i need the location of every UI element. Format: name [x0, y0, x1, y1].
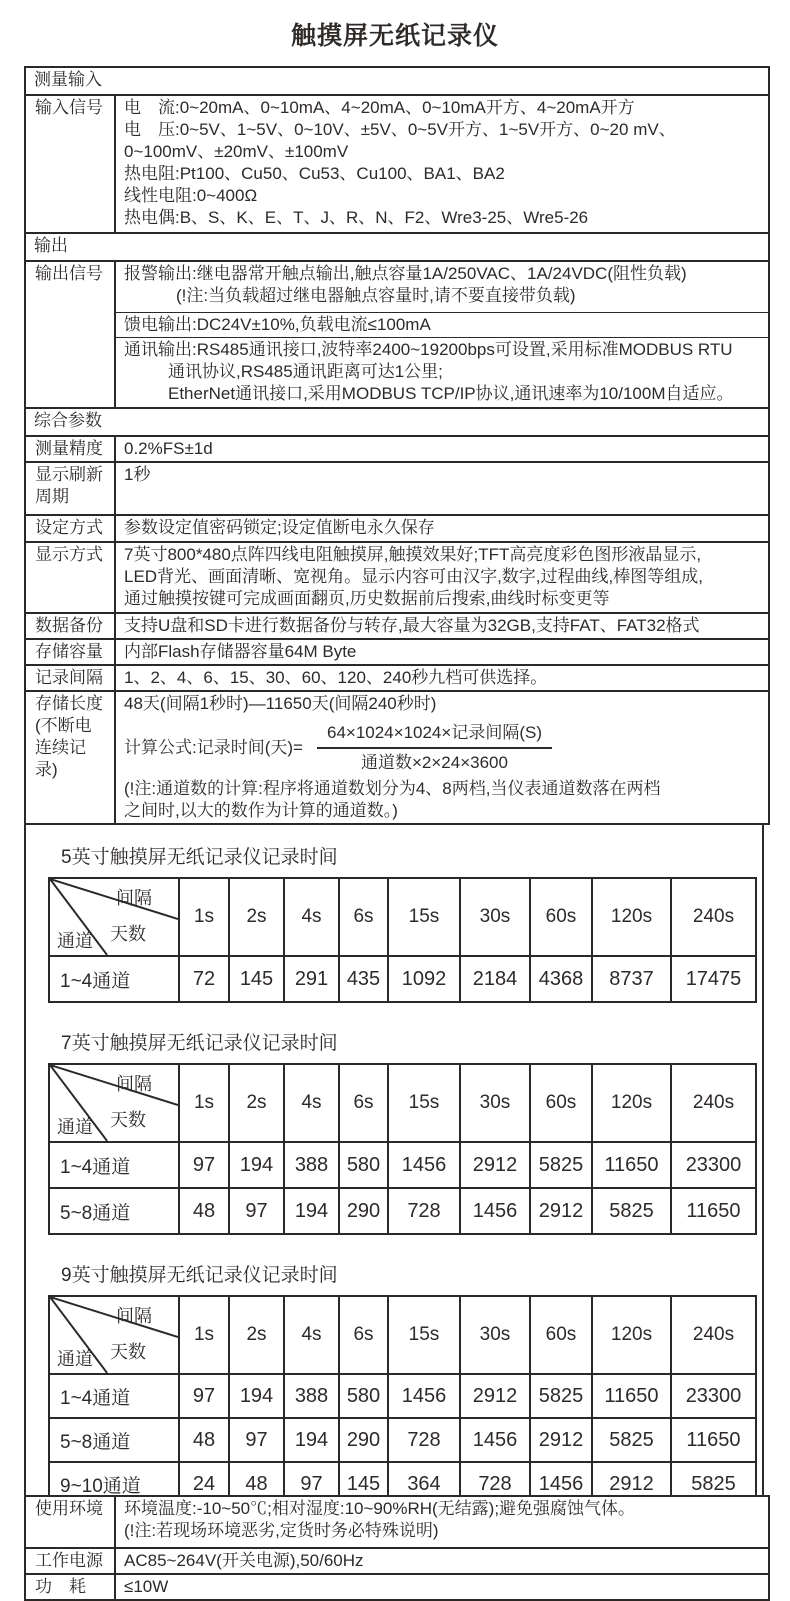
spec-table [24, 66, 770, 825]
row-general-header [25, 408, 769, 436]
input-signal-line: 热电偶:B、S、K、E、T、J、R、N、F2、Wre3-25、Wre5-26 [124, 208, 589, 227]
corner-days-label: 天数 [110, 1110, 146, 1130]
record-value-cell: 97 [179, 1142, 229, 1188]
row-power [25, 1548, 769, 1574]
record-value-cell: 11650 [592, 1374, 671, 1418]
record-value-cell: 4368 [530, 956, 592, 1002]
record-value-cell: 580 [339, 1142, 388, 1188]
backup-label: 数据备份 [25, 613, 115, 639]
record-value-cell: 388 [284, 1374, 339, 1418]
channel-label-cell: 5~8通道 [49, 1418, 179, 1462]
display-content [115, 542, 769, 613]
interval-header-cell: 30s [460, 1296, 530, 1374]
row-input-signal [25, 95, 769, 233]
alarm-output-note: (!注:当负载超过继电器触点容量时,请不要直接带负载) [176, 286, 576, 305]
corner-cell [49, 1064, 179, 1142]
corner-days-label: 天数 [110, 924, 146, 944]
record-value-cell: 290 [339, 1418, 388, 1462]
interval-header-cell: 120s [592, 1296, 671, 1374]
interval-header-cell: 240s [671, 878, 756, 956]
record-value-cell: 97 [229, 1188, 284, 1234]
row-storage-length [25, 691, 769, 824]
channel-label-cell: 1~4通道 [49, 956, 179, 1002]
record-value-cell: 97 [229, 1418, 284, 1462]
record-value-cell: 5825 [592, 1418, 671, 1462]
record-value-cell: 291 [284, 956, 339, 1002]
backup-value: 支持U盘和SD卡进行数据备份与转存,最大容量为32GB,支持FAT、FAT32格式 [115, 613, 769, 639]
interval-label: 记录间隔 [25, 665, 115, 691]
record-value-cell: 194 [229, 1374, 284, 1418]
record-value-cell: 24 [179, 1462, 229, 1495]
interval-header-cell: 1s [179, 1296, 229, 1374]
record-value-cell: 435 [339, 956, 388, 1002]
interval-header-cell: 2s [229, 1296, 284, 1374]
record-value-cell: 728 [460, 1462, 530, 1495]
record-data-row [49, 1462, 756, 1495]
channel-label-cell: 5~8通道 [49, 1188, 179, 1234]
record-value-cell: 728 [388, 1188, 460, 1234]
record-data-row [49, 1188, 756, 1234]
consumption-label: 功 耗 [25, 1574, 115, 1600]
record-tables-box [24, 825, 764, 1495]
input-signal-line: 热电阻:Pt100、Cu50、Cu53、Cu100、BA1、BA2 [124, 164, 505, 183]
output-signal-label: 输出信号 [25, 261, 115, 408]
record-value-cell: 72 [179, 956, 229, 1002]
interval-header-cell: 6s [339, 878, 388, 956]
record-value-cell: 1456 [530, 1462, 592, 1495]
corner-channel-label: 通道 [57, 1349, 93, 1369]
record-value-cell: 5825 [671, 1462, 756, 1495]
page-title: 触摸屏无纸记录仪 [290, 22, 499, 50]
record-data-row [49, 1418, 756, 1462]
interval-header-cell: 120s [592, 1064, 671, 1142]
storage-length-content [115, 691, 769, 824]
row-display [25, 542, 769, 613]
interval-header-cell: 120s [592, 878, 671, 956]
power-label: 工作电源 [25, 1548, 115, 1574]
record-value-cell: 48 [179, 1188, 229, 1234]
formula-prefix: 计算公式:记录时间(天)= [124, 738, 303, 757]
row-capacity [25, 639, 769, 665]
channel-label-cell: 1~4通道 [49, 1142, 179, 1188]
record-value-cell: 290 [339, 1188, 388, 1234]
interval-header-cell: 6s [339, 1296, 388, 1374]
interval-header-cell: 2s [229, 1064, 284, 1142]
interval-header-cell: 1s [179, 878, 229, 956]
storage-range-line: 48天(间隔1秒时)—11650天(间隔240秒时) [124, 694, 437, 713]
row-setting [25, 515, 769, 542]
record-value-cell: 364 [388, 1462, 460, 1495]
row-environment [25, 1496, 769, 1548]
record-header-row [49, 1296, 756, 1374]
environment-line: 环境温度:-10~50℃;相对湿度:10~90%RH(无结露);避免强腐蚀气体。 [124, 1499, 636, 1518]
row-output-signal-feed [25, 313, 769, 338]
row-consumption [25, 1574, 769, 1600]
record-value-cell: 97 [284, 1462, 339, 1495]
record-value-cell: 2912 [460, 1142, 530, 1188]
row-output-signal-alarm [25, 261, 769, 313]
capacity-value: 内部Flash存储器容量64M Byte [115, 639, 769, 665]
refresh-label: 显示刷新 周期 [25, 462, 115, 515]
accuracy-value: 0.2%FS±1d [115, 436, 769, 462]
storage-note-line: (!注:通道数的计算:程序将通道数划分为4、8两档,当仪表通道数落在两档 [124, 779, 661, 798]
record-value-cell: 5825 [530, 1142, 592, 1188]
formula-denominator: 通道数×2×24×3600 [361, 753, 508, 772]
row-output-header [25, 233, 769, 261]
interval-header-cell: 2s [229, 878, 284, 956]
power-value: AC85~264V(开关电源),50/60Hz [115, 1548, 769, 1574]
record-value-cell: 48 [229, 1462, 284, 1495]
record-data-row [49, 1142, 756, 1188]
record-value-cell: 2912 [530, 1188, 592, 1234]
record-data-row [49, 1374, 756, 1418]
interval-header-cell: 15s [388, 1296, 460, 1374]
input-signal-label: 输入信号 [25, 95, 115, 233]
section-header-output: 输出 [25, 233, 769, 261]
record-table-title-9inch: 9英寸触摸屏无纸记录仪记录时间 [61, 1265, 338, 1286]
interval-header-cell: 15s [388, 878, 460, 956]
record-value-cell: 1456 [460, 1418, 530, 1462]
interval-header-cell: 4s [284, 1296, 339, 1374]
storage-note-line: 之间时,以大的数作为计算的通道数。) [124, 801, 398, 820]
record-value-cell: 728 [388, 1418, 460, 1462]
row-measure-input-header [25, 67, 769, 95]
environment-note: (!注:若现场环境恶劣,定货时务必特殊说明) [124, 1521, 439, 1540]
record-value-cell: 1456 [460, 1188, 530, 1234]
corner-days-label: 天数 [110, 1342, 146, 1362]
environment-content [115, 1496, 769, 1548]
alarm-output-content [115, 261, 769, 313]
input-signal-line: 0~100mV、±20mV、±100mV [124, 142, 349, 161]
corner-cell [49, 1296, 179, 1374]
input-signal-content [115, 95, 769, 233]
setting-value: 参数设定值密码锁定;设定值断电永久保存 [115, 515, 769, 542]
record-table-9inch [48, 1295, 757, 1495]
corner-interval-label: 间隔 [116, 1306, 152, 1326]
record-value-cell: 11650 [671, 1188, 756, 1234]
record-value-cell: 145 [339, 1462, 388, 1495]
record-value-cell: 388 [284, 1142, 339, 1188]
record-value-cell: 5825 [530, 1374, 592, 1418]
channel-label-cell: 1~4通道 [49, 1374, 179, 1418]
interval-header-cell: 60s [530, 1296, 592, 1374]
record-value-cell: 23300 [671, 1374, 756, 1418]
row-accuracy [25, 436, 769, 462]
storage-length-label: 存储长度 (不断电 连续记录) [25, 691, 115, 824]
record-value-cell: 8737 [592, 956, 671, 1002]
input-signal-line: 电 压:0~5V、1~5V、0~10V、±5V、0~5V开方、1~5V开方、0~20 mV、 [124, 120, 676, 139]
record-table-title-5inch: 5英寸触摸屏无纸记录仪记录时间 [61, 847, 338, 868]
record-value-cell: 1456 [388, 1374, 460, 1418]
comm-output-content [115, 338, 769, 409]
formula-numerator: 64×1024×1024×记录间隔(S) [317, 722, 552, 749]
display-line: 7英寸800*480点阵四线电阻触摸屏,触摸效果好;TFT高亮度彩色图形液晶显示, [124, 545, 702, 564]
input-signal-line: 电 流:0~20mA、0~10mA、4~20mA、0~10mA开方、4~20mA开方 [124, 98, 635, 117]
comm-output-line: 通讯输出:RS485通讯接口,波特率2400~19200bps可设置,采用标准MODBUS RTU [124, 340, 733, 359]
record-value-cell: 580 [339, 1374, 388, 1418]
corner-channel-label: 通道 [57, 931, 93, 951]
corner-channel-label: 通道 [57, 1117, 93, 1137]
corner-cell [49, 878, 179, 956]
record-value-cell: 194 [284, 1418, 339, 1462]
record-value-cell: 17475 [671, 956, 756, 1002]
record-value-cell: 194 [229, 1142, 284, 1188]
record-value-cell: 1092 [388, 956, 460, 1002]
record-value-cell: 2912 [530, 1418, 592, 1462]
interval-header-cell: 4s [284, 878, 339, 956]
input-signal-line: 线性电阻:0~400Ω [124, 186, 258, 205]
record-value-cell: 2912 [460, 1374, 530, 1418]
feed-output-content: 馈电输出:DC24V±10%,负载电流≤100mA [115, 313, 769, 338]
row-backup [25, 613, 769, 639]
consumption-value: ≤10W [115, 1574, 769, 1600]
interval-header-cell: 60s [530, 878, 592, 956]
row-refresh [25, 462, 769, 515]
record-table-7inch [48, 1063, 757, 1235]
comm-output-line: 通讯协议,RS485通讯距离可达1公里; [168, 362, 443, 381]
channel-label-cell: 9~10通道 [49, 1462, 179, 1495]
record-value-cell: 2912 [592, 1462, 671, 1495]
row-interval [25, 665, 769, 691]
display-label: 显示方式 [25, 542, 115, 613]
interval-header-cell: 30s [460, 1064, 530, 1142]
record-header-row [49, 1064, 756, 1142]
section-header-general: 综合参数 [25, 408, 769, 436]
interval-value: 1、2、4、6、15、30、60、120、240秒九档可供选择。 [115, 665, 769, 691]
record-header-row [49, 878, 756, 956]
environment-label: 使用环境 [25, 1496, 115, 1548]
interval-header-cell: 240s [671, 1296, 756, 1374]
accuracy-label: 测量精度 [25, 436, 115, 462]
formula-fraction [317, 722, 552, 774]
record-value-cell: 11650 [592, 1142, 671, 1188]
interval-header-cell: 1s [179, 1064, 229, 1142]
record-value-cell: 5825 [592, 1188, 671, 1234]
interval-header-cell: 6s [339, 1064, 388, 1142]
capacity-label: 存储容量 [25, 639, 115, 665]
storage-formula [124, 722, 760, 774]
record-table-title-7inch: 7英寸触摸屏无纸记录仪记录时间 [61, 1033, 338, 1054]
record-table-group-7inch [48, 1028, 762, 1235]
alarm-output-line: 报警输出:继电器常开触点输出,触点容量1A/250VAC、1A/24VDC(阻性负载) [124, 264, 687, 283]
record-value-cell: 2184 [460, 956, 530, 1002]
record-table-group-5inch [48, 842, 762, 1003]
record-value-cell: 23300 [671, 1142, 756, 1188]
record-value-cell: 11650 [671, 1418, 756, 1462]
refresh-value: 1秒 [115, 462, 769, 515]
record-table-5inch [48, 877, 757, 1003]
record-value-cell: 1456 [388, 1142, 460, 1188]
corner-interval-label: 间隔 [116, 888, 152, 908]
record-value-cell: 97 [179, 1374, 229, 1418]
setting-label: 设定方式 [25, 515, 115, 542]
display-line: LED背光、画面清晰、宽视角。显示内容可由汉字,数字,过程曲线,棒图等组成, [124, 567, 703, 586]
record-value-cell: 145 [229, 956, 284, 1002]
interval-header-cell: 30s [460, 878, 530, 956]
record-table-group-9inch [48, 1260, 762, 1495]
interval-header-cell: 240s [671, 1064, 756, 1142]
interval-header-cell: 15s [388, 1064, 460, 1142]
display-line: 通过触摸按键可完成画面翻页,历史数据前后搜索,曲线时标变更等 [124, 589, 610, 608]
corner-interval-label: 间隔 [116, 1074, 152, 1094]
comm-output-line: EtherNet通讯接口,采用MODBUS TCP/IP协议,通讯速率为10/100M自适应。 [168, 384, 734, 403]
env-table [24, 1495, 770, 1601]
record-data-row [49, 956, 756, 1002]
row-output-signal-comm [25, 338, 769, 409]
interval-header-cell: 4s [284, 1064, 339, 1142]
record-value-cell: 48 [179, 1418, 229, 1462]
interval-header-cell: 60s [530, 1064, 592, 1142]
record-value-cell: 194 [284, 1188, 339, 1234]
section-header-measure-input: 测量输入 [25, 67, 769, 95]
